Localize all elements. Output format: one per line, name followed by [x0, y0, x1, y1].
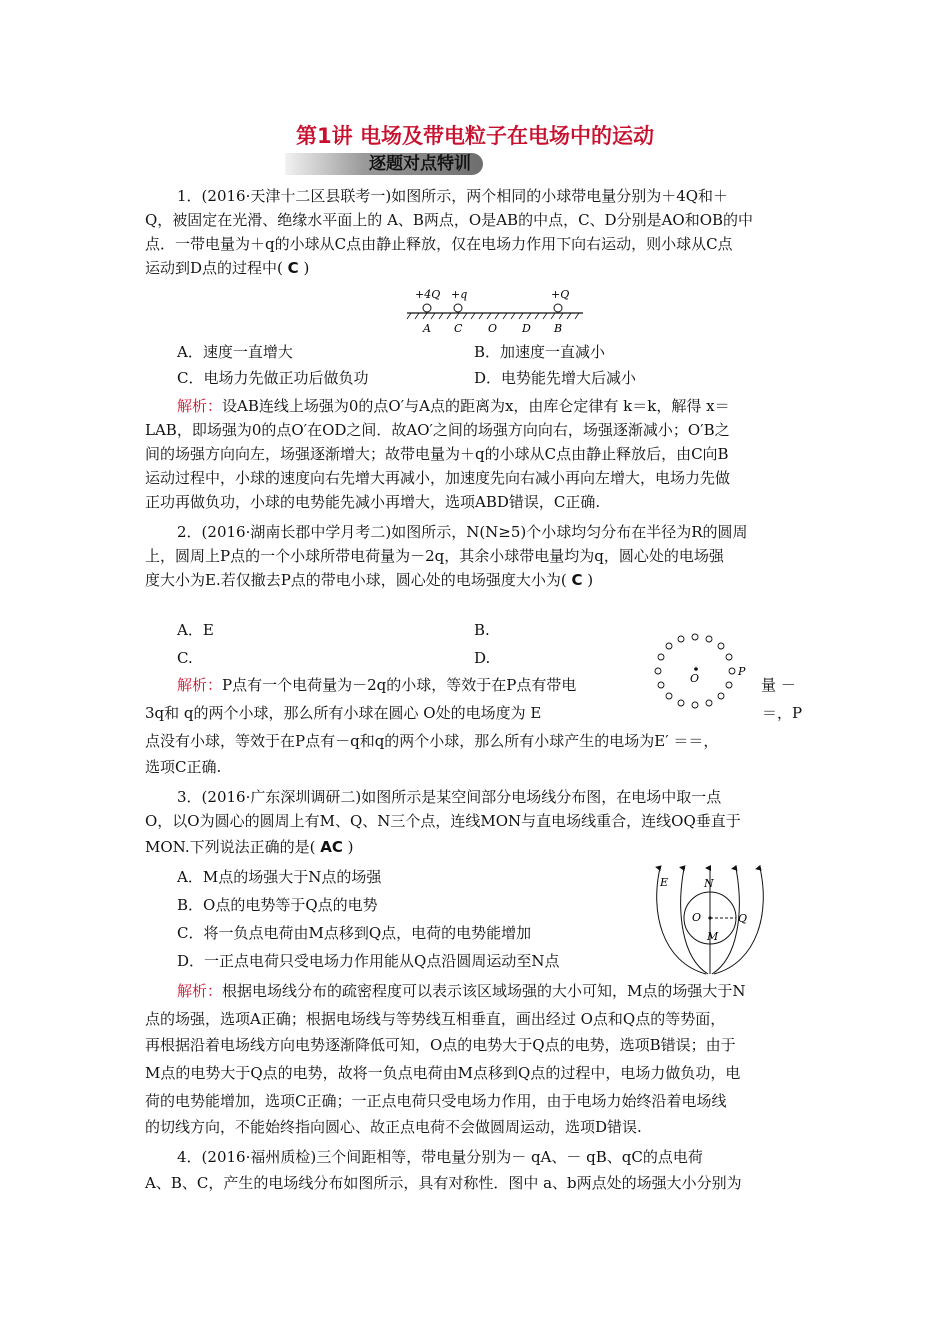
q3-fig-label-O: O: [692, 911, 702, 924]
q1-hatch: [407, 313, 579, 319]
q3-stem-end: MON.下列说法正确的是(: [145, 838, 321, 856]
q1-ball-b: [554, 304, 562, 312]
q1-option-a: A．速度一直增大: [177, 343, 293, 361]
q3-answer: AC: [320, 838, 343, 856]
q3-option-a: A．M点的场强大于N点的场强: [177, 868, 382, 886]
q4-line-1: 4．(2016·福州质检)三个间距相等，带电量分别为－ qA、－ qB、qC的点电荷: [177, 1148, 703, 1166]
q3-fig-label-N: N: [704, 877, 714, 890]
q3-analysis-5: 荷的电势能增加，选项C正确；一正点电荷只受电场力作用，由于电场力始终沿着电场线: [145, 1092, 727, 1110]
q2-analysis-2: 3q和 q的两个小球，那么所有小球在圆心 O处的电场度为 E: [145, 704, 542, 722]
q2-analysis-3: 点没有小球，等效于在P点有－q和q的两个小球，那么所有小球产生的电场为E′ ＝＝，: [145, 732, 719, 750]
q1-ball-a: [423, 304, 431, 312]
q1-figure: [405, 286, 590, 338]
q1-stem-end: 运动到D点的过程中(: [145, 259, 288, 277]
q2-option-c: C.: [177, 649, 193, 667]
q3-figure: [640, 862, 790, 980]
q3-analysis-4: M点的电势大于Q点的电势，故将一负点电荷由M点移到Q点的过程中，电场力做负功，电: [145, 1064, 741, 1082]
q1-line-1: 1．(2016·天津十二区县联考一)如图所示，两个相同的小球带电量分别为＋4Q和＋: [177, 187, 729, 205]
q2-line-2: 上，圆周上P点的一个小球所带电荷量为－2q，其余小球带电量均为q，圆心处的电场强: [145, 547, 724, 565]
q3-option-d: D．一正点电荷只受电场力作用能从Q点沿圆周运动至N点: [177, 952, 560, 970]
q1-analysis-1: [177, 396, 730, 416]
q1-paren: ): [298, 259, 310, 277]
q3-analysis-2: 点的场强，选项A正确；根据电场线与等势线互相垂直，画出经过 O点和Q点的等势面，: [145, 1010, 726, 1028]
q3-analysis-1: [177, 981, 746, 1001]
q1-fig-label-plusQ: +Q: [551, 288, 570, 301]
q2-fig-label-O: O: [690, 672, 700, 685]
q1-answer: C: [287, 259, 299, 277]
q1-analysis-5: 正功再做负功，小球的电势能先减小再增大，选项ABD错误，C正确.: [145, 493, 601, 511]
q1-fig-label-D: D: [522, 322, 531, 335]
q1-fig-label-plusq: +q: [451, 288, 468, 301]
q2-option-d: D.: [474, 649, 491, 667]
q3-line-2: O，以O为圆心的圆周上有M、Q、N三个点，连线MON与直电场线重合，连线OQ垂直于: [145, 812, 741, 830]
q4-line-2: A、B、C，产生的电场线分布如图所示，具有对称性．图中 a、b两点处的场强大小分别为: [145, 1174, 742, 1192]
section-banner: [285, 153, 483, 175]
q2-charge-P: [729, 668, 735, 674]
q1-analysis-3: 间的场强方向向左，场强逐渐增大；故带电量为＋q的小球从C点由静止释放后，由C向B: [145, 445, 729, 463]
q3-fig-label-Q: Q: [738, 912, 748, 925]
q3-option-b: B．O点的电势等于Q点的电势: [177, 896, 378, 914]
q1-analysis-4: 运动过程中，小球的速度向右先增大再减小，加速度先向右减小再向左增大，电场力先做: [145, 469, 731, 487]
q1-fig-label-B: B: [554, 322, 563, 335]
q2-fig-label-P: P: [738, 665, 746, 678]
q1-line-3: 点．一带电量为＋q的小球从C点由静止释放，仅在电场力作用下向右运动，则小球从C点: [145, 235, 733, 253]
q3-point-O: [708, 916, 711, 919]
q2-analysis-text: P点有一个电荷量为－2q的小球，等效于在P点有带电: [222, 676, 577, 694]
q2-analysis-1-tail: 量 －: [761, 676, 796, 694]
q3-line-1: 3．(2016·广东深圳调研二)如图所示是某空间部分电场线分布图，在电场中取一点: [177, 788, 722, 806]
q3-fig-label-E: E: [660, 876, 669, 889]
q3-paren: ): [342, 838, 354, 856]
q3-analysis-label: 解析：: [177, 982, 223, 1000]
q1-analysis-2: LAB，即场强为0的点O′在OD之间．故AO′之间的场强方向向右，场强逐渐减小；O′B之: [145, 421, 730, 439]
q1-fig-label-C: C: [454, 322, 463, 335]
q2-stem-end: 度大小为E.若仅撤去P点的带电小球，圆心处的电场强度大小为(: [145, 571, 572, 589]
q2-analysis-2-tail: ＝，P: [762, 704, 803, 722]
q2-analysis-1: [177, 675, 576, 695]
q1-fig-label-A: A: [423, 322, 431, 335]
q2-center-dot: [694, 667, 698, 671]
q3-analysis-6: 的切线方向，不能始终指向圆心、故正点电荷不会做圆周运动，选项D错误.: [145, 1118, 642, 1136]
q1-option-b: B．加速度一直减小: [474, 343, 606, 361]
q1-fig-label-O: O: [488, 322, 498, 335]
q1-line-2: Q，被固定在光滑、绝缘水平面上的 A、B两点，O是AB的中点，C、D分别是AO和OB的中: [145, 211, 754, 229]
q3-option-c: C．将一负点电荷由M点移到Q点，电荷的电势能增加: [177, 924, 532, 942]
page-title: 第1讲 电场及带电粒子在电场中的运动: [296, 124, 654, 148]
q3-fig-label-M: M: [707, 930, 719, 943]
q2-analysis-4: 选项C正确.: [145, 758, 222, 776]
q3-line-3: [145, 837, 353, 857]
q2-line-1: 2．(2016·湖南长郡中学月考二)如图所示，N(N≥5)个小球均匀分布在半径为R的圆周: [177, 523, 748, 541]
q2-paren: ): [582, 571, 594, 589]
q2-answer: C: [571, 571, 583, 589]
q1-fig-label-plus4Q: +4Q: [415, 288, 441, 301]
q1-analysis-label: 解析：: [177, 397, 223, 415]
q1-line-4: [145, 258, 309, 278]
q1-ball-c: [454, 304, 462, 312]
q2-option-a: A．E: [177, 621, 214, 639]
q2-line-3: [145, 570, 593, 590]
banner-label: 逐题对点特训: [369, 154, 471, 174]
q3-analysis-text: 根据电场线分布的疏密程度可以表示该区域场强的大小可知，M点的场强大于N: [222, 982, 746, 1000]
q1-analysis-text: 设AB连线上场强为0的点O′与A点的距离为x，由库仑定律有 k＝k，解得 x＝: [222, 397, 730, 415]
q2-option-b: B.: [474, 621, 490, 639]
q2-figure: [650, 630, 760, 720]
q1-option-c: C．电场力先做正功后做负功: [177, 369, 369, 387]
q2-analysis-label: 解析：: [177, 676, 223, 694]
q3-analysis-3: 再根据沿着电场线方向电势逐渐降低可知，O点的电势大于Q点的电势，选项B错误；由于: [145, 1036, 736, 1054]
q1-option-d: D．电势能先增大后减小: [474, 369, 637, 387]
q2-ring-charges: [655, 634, 732, 708]
